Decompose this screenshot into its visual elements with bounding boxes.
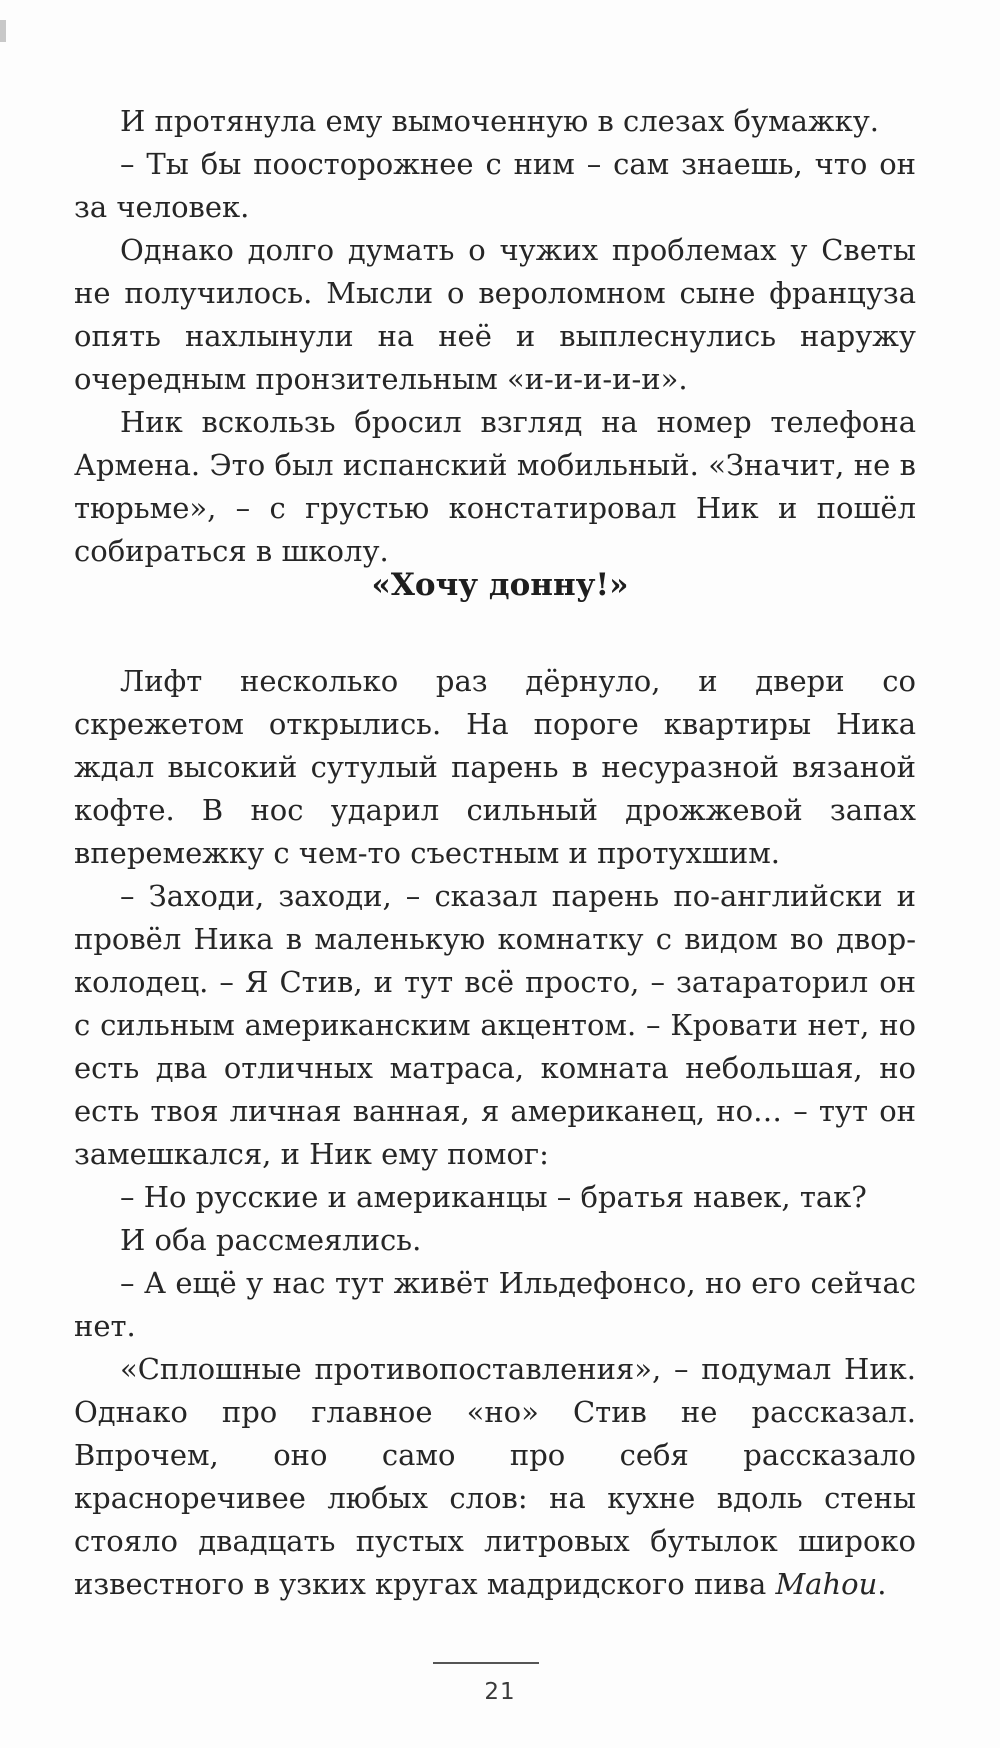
chapter-heading: «Хочу донну!» [371, 567, 629, 603]
paragraph: – А ещё у нас тут живёт Ильдефонсо, но его сейчас нет. [74, 1266, 916, 1343]
paragraph: – Заходи, заходи, – сказал парень по-английски и провёл Ника в маленькую комнатку с видом во двор-колодец. – Я Стив, и тут всё просто, – затараторил он с сильным американским акцентом. – Кровати нет, но есть два отличных матраса, комната небольшая, но есть твоя личная ванная, я американец, но… – тут он замешкался, и Ник ему помог: [74, 879, 916, 1171]
text-block-main [74, 660, 916, 1606]
page-number: 21 [484, 1679, 516, 1705]
paragraph-text: «Сплошные противопоставления», – подумал Ник. Однако про главное «но» Стив не рассказал. Впрочем, оно само про себя рассказало красноречивее любых слов: на кухне вдоль стены стояло двадцать пустых литровых бутылок широко известного в узких кругах мадридского пива [74, 1352, 916, 1601]
text-block-top [74, 100, 916, 573]
paragraph: Ник вскользь бросил взгляд на номер телефона Армена. Это был испанский мобильный. «Значит, не в тюрьме», – с грустью констатировал Ник и пошёл собираться в школу. [74, 405, 916, 568]
paragraph: Однако долго думать о чужих проблемах у Светы не получилось. Мысли о вероломном сыне француза опять нахлынули на неё и выплеснулись наружу очередным пронзительным «и-и-и-и-и». [74, 233, 916, 396]
paragraph: И оба рассмеялись. [120, 1223, 422, 1257]
paragraph-end: . [877, 1567, 887, 1601]
page-edge-mark [0, 20, 6, 42]
footer-rule [433, 1662, 539, 1664]
emphasis-beer-name: Mahou [775, 1567, 878, 1601]
paragraph: Лифт несколько раз дёрнуло, и двери со скрежетом открылись. На пороге квартиры Ника ждал высокий сутулый парень в несуразной вязаной кофте. В нос ударил сильный дрожжевой запах вперемежку с чем-то съестным и протухшим. [74, 664, 916, 870]
paragraph-last [74, 1348, 916, 1606]
paragraph: – Но русские и американцы – братья навек, так? [120, 1180, 867, 1214]
paragraph: – Ты бы поосторожнее с ним – сам знаешь, что он за человек. [74, 147, 916, 224]
paragraph: И протянула ему вымоченную в слезах бумажку. [120, 104, 879, 138]
